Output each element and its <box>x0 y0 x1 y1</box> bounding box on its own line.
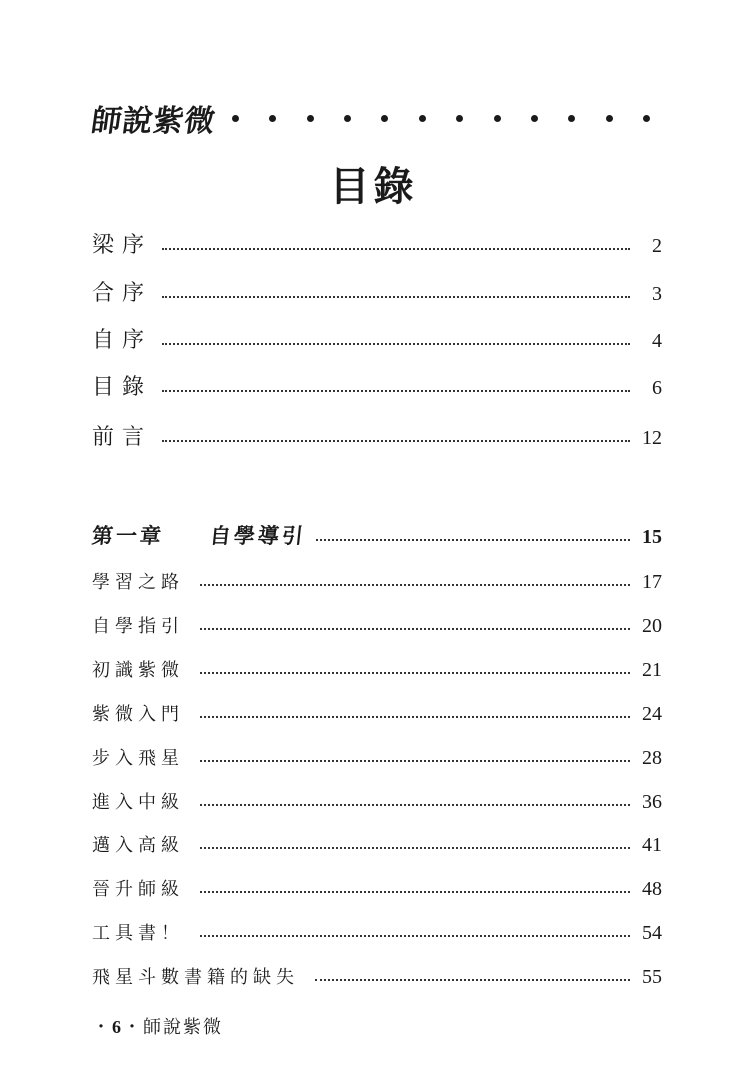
toc-section-label: 紫微入門 <box>92 704 184 725</box>
dot-leader <box>162 390 630 392</box>
header-title: 師說紫微 <box>89 104 218 139</box>
toc-entry-label: 自序 <box>92 328 153 353</box>
toc-section-label: 學習之路 <box>92 572 184 593</box>
toc-section-page: 54 <box>642 922 662 944</box>
footer-page-number: 6 <box>112 1017 123 1037</box>
toc-entry-page: 2 <box>652 235 662 257</box>
toc-entry-label: 前言 <box>92 425 153 450</box>
toc-section-page: 21 <box>642 659 662 681</box>
header-dot <box>419 115 426 122</box>
toc-section-entry[interactable] <box>92 612 662 638</box>
chapter-page: 15 <box>642 526 662 548</box>
toc-section-entry[interactable] <box>92 700 662 726</box>
footer-book-title: 師說紫微 <box>143 1017 223 1038</box>
dot-leader <box>316 539 630 541</box>
toc-section-entry[interactable] <box>92 963 662 989</box>
header-dot <box>344 115 351 122</box>
toc-section-page: 28 <box>642 747 662 769</box>
toc-section-entry[interactable] <box>92 831 662 857</box>
dot-leader <box>200 935 630 937</box>
dot-leader <box>162 343 630 345</box>
page-title: 目錄 <box>329 164 418 210</box>
dot-leader <box>162 296 630 298</box>
dot-leader <box>162 248 630 250</box>
toc-entry[interactable] <box>92 323 662 354</box>
toc-entry-page: 6 <box>652 377 662 399</box>
toc-entry[interactable] <box>92 420 662 451</box>
chapter-number: 第一章 <box>90 524 166 548</box>
toc-entry-page: 3 <box>652 283 662 305</box>
toc-section-label: 進入中級 <box>92 792 184 813</box>
toc-chapter-entry[interactable] <box>92 520 662 550</box>
dot-leader <box>200 760 630 762</box>
toc-section-label: 邁入高級 <box>92 835 184 856</box>
toc-entry[interactable] <box>92 228 662 259</box>
toc-section-entry[interactable] <box>92 656 662 682</box>
header-dot <box>606 115 613 122</box>
header-dot <box>568 115 575 122</box>
running-header <box>89 96 652 140</box>
toc-section-page: 55 <box>642 966 662 988</box>
chapter-title: 自學導引 <box>208 524 308 548</box>
toc-section-page: 41 <box>642 834 662 856</box>
header-dot <box>456 115 463 122</box>
toc-entry-label: 梁序 <box>92 233 153 258</box>
toc-section-page: 36 <box>642 791 662 813</box>
toc-entry-page: 4 <box>652 330 662 352</box>
toc-section-entry[interactable] <box>92 568 662 594</box>
dot-leader <box>315 979 630 981</box>
toc-section-label: 工具書！ <box>92 923 184 944</box>
toc-entry[interactable] <box>92 370 662 401</box>
toc-entry-label: 目錄 <box>92 375 153 400</box>
toc-section-entry[interactable] <box>92 788 662 814</box>
page-footer <box>92 1013 223 1039</box>
dot-leader <box>200 716 630 718</box>
header-dot <box>381 115 388 122</box>
toc-section-page: 48 <box>642 878 662 900</box>
toc-section-page: 17 <box>642 571 662 593</box>
header-dot <box>307 115 314 122</box>
footer-bullet: ・ <box>123 1017 143 1038</box>
dot-leader <box>200 584 630 586</box>
toc-section-label: 步入飛星 <box>92 748 184 769</box>
toc-section-page: 20 <box>642 615 662 637</box>
footer-bullet: ・ <box>92 1017 112 1038</box>
toc-section-label: 晉升師級 <box>92 879 184 900</box>
toc-section-label: 自學指引 <box>92 616 184 637</box>
toc-section-entry[interactable] <box>92 919 662 945</box>
toc-section-label: 初識紫微 <box>92 660 184 681</box>
toc-section-entry[interactable] <box>92 875 662 901</box>
header-dot <box>531 115 538 122</box>
toc-entry-page: 12 <box>642 427 662 449</box>
dot-leader <box>200 891 630 893</box>
header-dot <box>232 115 239 122</box>
header-dot <box>269 115 276 122</box>
header-dot-leader <box>232 115 652 122</box>
dot-leader <box>200 847 630 849</box>
dot-leader <box>200 628 630 630</box>
toc-section-page: 24 <box>642 703 662 725</box>
dot-leader <box>200 804 630 806</box>
toc-entry-label: 合序 <box>92 281 153 306</box>
dot-leader <box>200 672 630 674</box>
toc-entry[interactable] <box>92 276 662 307</box>
header-dot <box>643 115 650 122</box>
header-dot <box>494 115 501 122</box>
dot-leader <box>162 440 630 442</box>
toc-section-entry[interactable] <box>92 744 662 770</box>
toc-section-label: 飛星斗數書籍的缺失 <box>92 967 299 988</box>
